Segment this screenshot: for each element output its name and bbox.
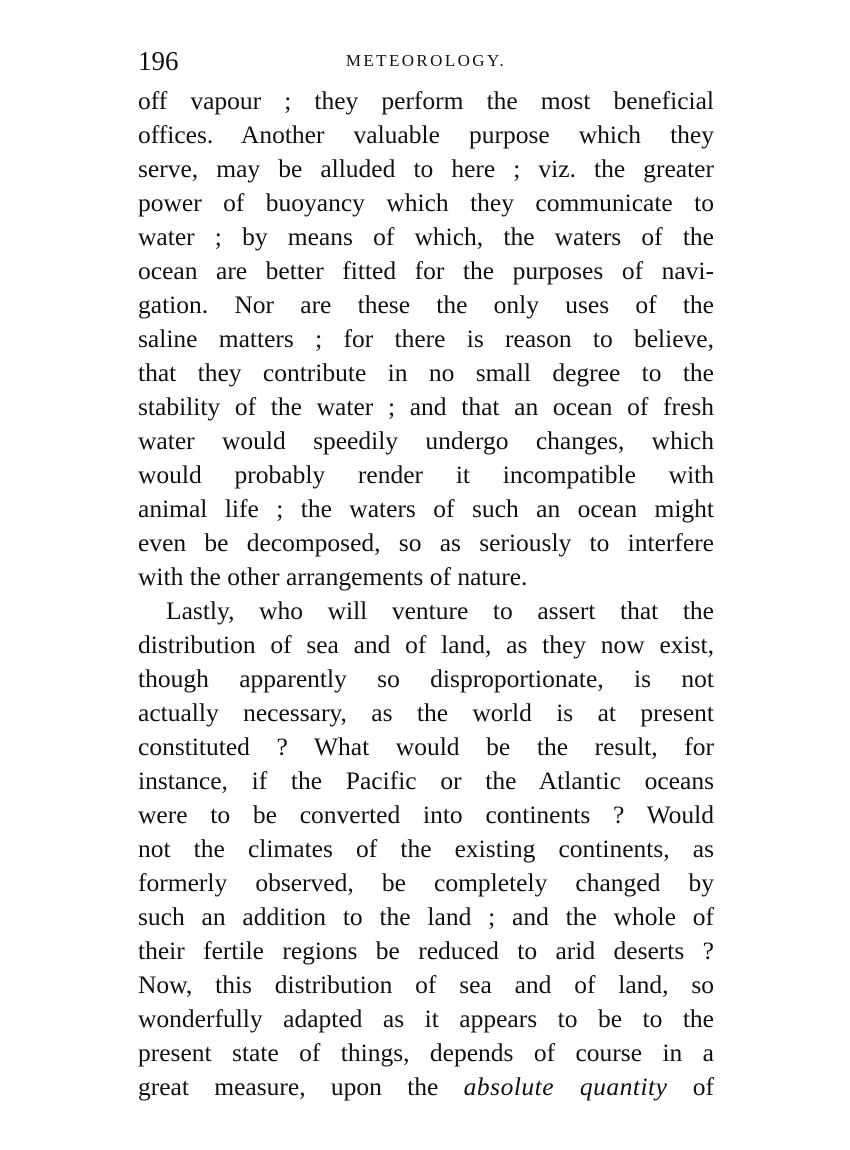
text-line: gation. Nor are these the only uses of the — [138, 290, 714, 319]
text-line: animal life ; the waters of such an ocean might — [138, 494, 714, 523]
text-line: serve, may be alluded to here ; viz. the greater — [138, 154, 714, 183]
page-number: 196 — [138, 46, 179, 76]
emphasized-phrase: absolute quantity — [463, 1072, 668, 1101]
text-line: wonderfully adapted as it appears to be to the — [138, 1004, 714, 1033]
text-line: actually necessary, as the world is at present — [138, 698, 714, 727]
text-line: saline matters ; for there is reason to believe, — [138, 324, 714, 353]
text-line: off vapour ; they perform the most beneficial — [138, 86, 714, 115]
text-line: would probably render it incompatible with — [138, 460, 714, 489]
text-line: water would speedily undergo changes, which — [138, 426, 714, 455]
text-line: stability of the water ; and that an ocean of fresh — [138, 392, 714, 421]
text-line: that they contribute in no small degree to the — [138, 358, 714, 387]
text-line: offices. Another valuable purpose which they — [138, 120, 714, 149]
paragraph-end-line: with the other arrangements of nature. — [138, 562, 528, 591]
final-line-end: of — [692, 1072, 715, 1101]
text-line: water ; by means of which, the waters of the — [138, 222, 714, 251]
final-text-line — [138, 1070, 714, 1104]
body-text — [138, 84, 714, 1104]
running-title: METEOROLOGY. — [345, 51, 507, 70]
text-line: not the climates of the existing continents, as — [138, 834, 714, 863]
text-line: were to be converted into continents ? Would — [138, 800, 714, 829]
text-line: such an addition to the land ; and the whole of — [138, 902, 714, 931]
text-line: instance, if the Pacific or the Atlantic oceans — [138, 766, 714, 795]
text-line: formerly observed, be completely changed by — [138, 868, 714, 897]
text-line: Now, this distribution of sea and of land, so — [138, 970, 714, 999]
text-line: ocean are better fitted for the purposes of navi- — [138, 256, 714, 285]
final-line-start: great measure, upon the — [138, 1072, 439, 1101]
text-line: their fertile regions be reduced to arid deserts ? — [138, 936, 714, 965]
text-line: even be decomposed, so as seriously to interfere — [138, 528, 714, 557]
text-line: present state of things, depends of course in a — [138, 1038, 714, 1067]
text-line: distribution of sea and of land, as they now exist, — [138, 630, 714, 659]
text-line: though apparently so disproportionate, is not — [138, 664, 714, 693]
paragraph-start-line: Lastly, who will venture to assert that the — [166, 596, 714, 625]
text-line: constituted ? What would be the result, for — [138, 732, 714, 761]
running-head — [138, 44, 714, 78]
text-line: power of buoyancy which they communicate to — [138, 188, 714, 217]
